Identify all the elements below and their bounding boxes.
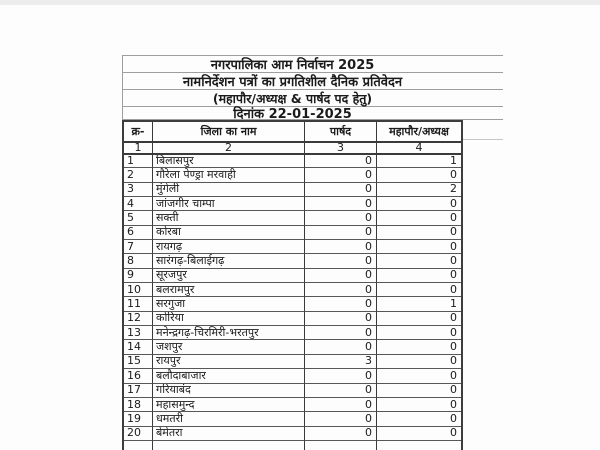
table-cell-serial: 18 <box>124 397 152 411</box>
table-cell-district: कोरिया <box>152 311 304 325</box>
table-cell-mayor-count: 0 <box>376 311 461 325</box>
table-cell-mayor-count: 0 <box>376 210 461 224</box>
gridline-stub <box>461 139 503 140</box>
table-cell-district: जशपुर <box>152 339 304 353</box>
table-cell-parshad-count: 0 <box>304 182 376 196</box>
table-cell-serial: 7 <box>124 239 152 253</box>
table-cell-parshad-count <box>304 440 376 450</box>
table-cell-district: महासमुन्द <box>152 397 304 411</box>
table-cell-district: सूरजपुर <box>152 268 304 282</box>
table-cell-district: गौरेला पेण्ड्रा मरवाही <box>152 167 304 181</box>
column-number: 2 <box>152 141 304 153</box>
table-cell-parshad-count: 0 <box>304 411 376 425</box>
table-cell-parshad-count: 0 <box>304 210 376 224</box>
table-cell-district: धमतरी <box>152 411 304 425</box>
table-cell-district: बलौदाबाजार <box>152 368 304 382</box>
column-header-mayor: महापौर/अध्यक्ष <box>376 122 461 141</box>
table-cell-district: बिलासपुर <box>152 153 304 167</box>
table-cell-serial: 10 <box>124 282 152 296</box>
table-cell-serial: 17 <box>124 383 152 397</box>
table-cell-serial: 12 <box>124 311 152 325</box>
table-cell-parshad-count: 0 <box>304 296 376 310</box>
column-number: 3 <box>304 141 376 153</box>
table-cell-mayor-count: 0 <box>376 368 461 382</box>
table-cell-parshad-count: 0 <box>304 311 376 325</box>
table-cell-mayor-count: 0 <box>376 253 461 267</box>
table-cell-district: बलरामपुर <box>152 282 304 296</box>
table-cell-serial: 3 <box>124 182 152 196</box>
table-cell-parshad-count: 0 <box>304 383 376 397</box>
column-number: 4 <box>376 141 461 153</box>
table-cell-parshad-count: 0 <box>304 196 376 210</box>
table-cell-serial: 8 <box>124 253 152 267</box>
table-cell-district: गरियाबंद <box>152 383 304 397</box>
table-cell-district: रायगढ़ <box>152 239 304 253</box>
column-header-district: जिला का नाम <box>152 122 304 141</box>
title-row <box>123 56 503 73</box>
table-cell-district: सारंगढ़-बिलाईगढ़ <box>152 253 304 267</box>
table-cell-serial: 4 <box>124 196 152 210</box>
table-cell-mayor-count: 0 <box>376 339 461 353</box>
table-cell-serial: 5 <box>124 210 152 224</box>
report-title-election: नगरपालिका आम निर्वाचन 2025 <box>210 58 375 73</box>
table-cell-district: मनेन्द्रगढ़-चिरमिरी-भरतपुर <box>152 325 304 339</box>
table-cell-parshad-count: 0 <box>304 268 376 282</box>
table-cell-mayor-count: 0 <box>376 196 461 210</box>
table-cell-parshad-count: 0 <box>304 239 376 253</box>
title-row <box>123 73 503 90</box>
table-cell-district: सरगुजा <box>152 296 304 310</box>
table-cell-parshad-count: 0 <box>304 153 376 167</box>
table-cell-mayor-count: 0 <box>376 225 461 239</box>
table-cell-parshad-count: 0 <box>304 167 376 181</box>
table-cell-mayor-count: 0 <box>376 397 461 411</box>
table-cell-mayor-count: 2 <box>376 182 461 196</box>
report-date: दिनांक 22-01-2025 <box>233 107 352 122</box>
table-cell-serial: 16 <box>124 368 152 382</box>
table-cell-mayor-count: 0 <box>376 239 461 253</box>
nomination-report-table <box>122 120 463 450</box>
table-cell-serial: 13 <box>124 325 152 339</box>
title-row <box>123 107 503 120</box>
table-cell-district: कोरबा <box>152 225 304 239</box>
table-cell-parshad-count: 0 <box>304 225 376 239</box>
table-cell-mayor-count: 0 <box>376 167 461 181</box>
table-cell-serial: 6 <box>124 225 152 239</box>
report-title-subject: नामनिर्देशन पत्रों का प्रगतिशील दैनिक प्रतिवेदन <box>182 75 403 90</box>
table-cell-parshad-count: 0 <box>304 282 376 296</box>
table-cell-parshad-count: 0 <box>304 325 376 339</box>
table-cell-mayor-count: 0 <box>376 282 461 296</box>
table-cell-district: सक्ती <box>152 210 304 224</box>
column-header-parshad: पार्षद <box>304 122 376 141</box>
table-cell-mayor-count: 0 <box>376 325 461 339</box>
column-header-serial: क्र- <box>131 124 145 138</box>
table-cell-serial <box>124 440 152 450</box>
table-cell-district: जांजगीर चाम्पा <box>152 196 304 210</box>
top-strip <box>0 0 600 5</box>
report-title-block <box>122 55 503 120</box>
table-cell-parshad-count: 0 <box>304 368 376 382</box>
table-cell-mayor-count: 0 <box>376 411 461 425</box>
table-cell-serial: 2 <box>124 167 152 181</box>
table-cell-mayor-count: 0 <box>376 268 461 282</box>
table-cell-mayor-count: 1 <box>376 153 461 167</box>
table-cell-serial: 11 <box>124 296 152 310</box>
table-cell-parshad-count: 0 <box>304 253 376 267</box>
table-cell-parshad-count: 0 <box>304 426 376 440</box>
table-cell-serial: 15 <box>124 354 152 368</box>
table-cell-parshad-count: 0 <box>304 397 376 411</box>
table-cell-parshad-count: 0 <box>304 339 376 353</box>
table-cell-serial: 1 <box>124 153 152 167</box>
table-cell-serial: 14 <box>124 339 152 353</box>
table-cell-mayor-count: 0 <box>376 426 461 440</box>
table-cell-mayor-count: 0 <box>376 354 461 368</box>
report-title-posts: (महापौर/अध्यक्ष & पार्षद पद हेतु) <box>212 90 373 106</box>
table-cell-serial: 20 <box>124 426 152 440</box>
table-cell-serial: 19 <box>124 411 152 425</box>
table-cell-district: बेमेतरा <box>152 426 304 440</box>
table-cell-serial: 9 <box>124 268 152 282</box>
table-cell-parshad-count: 3 <box>304 354 376 368</box>
table-cell-mayor-count <box>376 440 461 450</box>
table-cell-district: मुंगेली <box>152 182 304 196</box>
table-cell-district <box>152 440 304 450</box>
table-cell-mayor-count: 1 <box>376 296 461 310</box>
table-cell-district: रायपुर <box>152 354 304 368</box>
table-cell-mayor-count: 0 <box>376 383 461 397</box>
column-number: 1 <box>124 141 152 153</box>
